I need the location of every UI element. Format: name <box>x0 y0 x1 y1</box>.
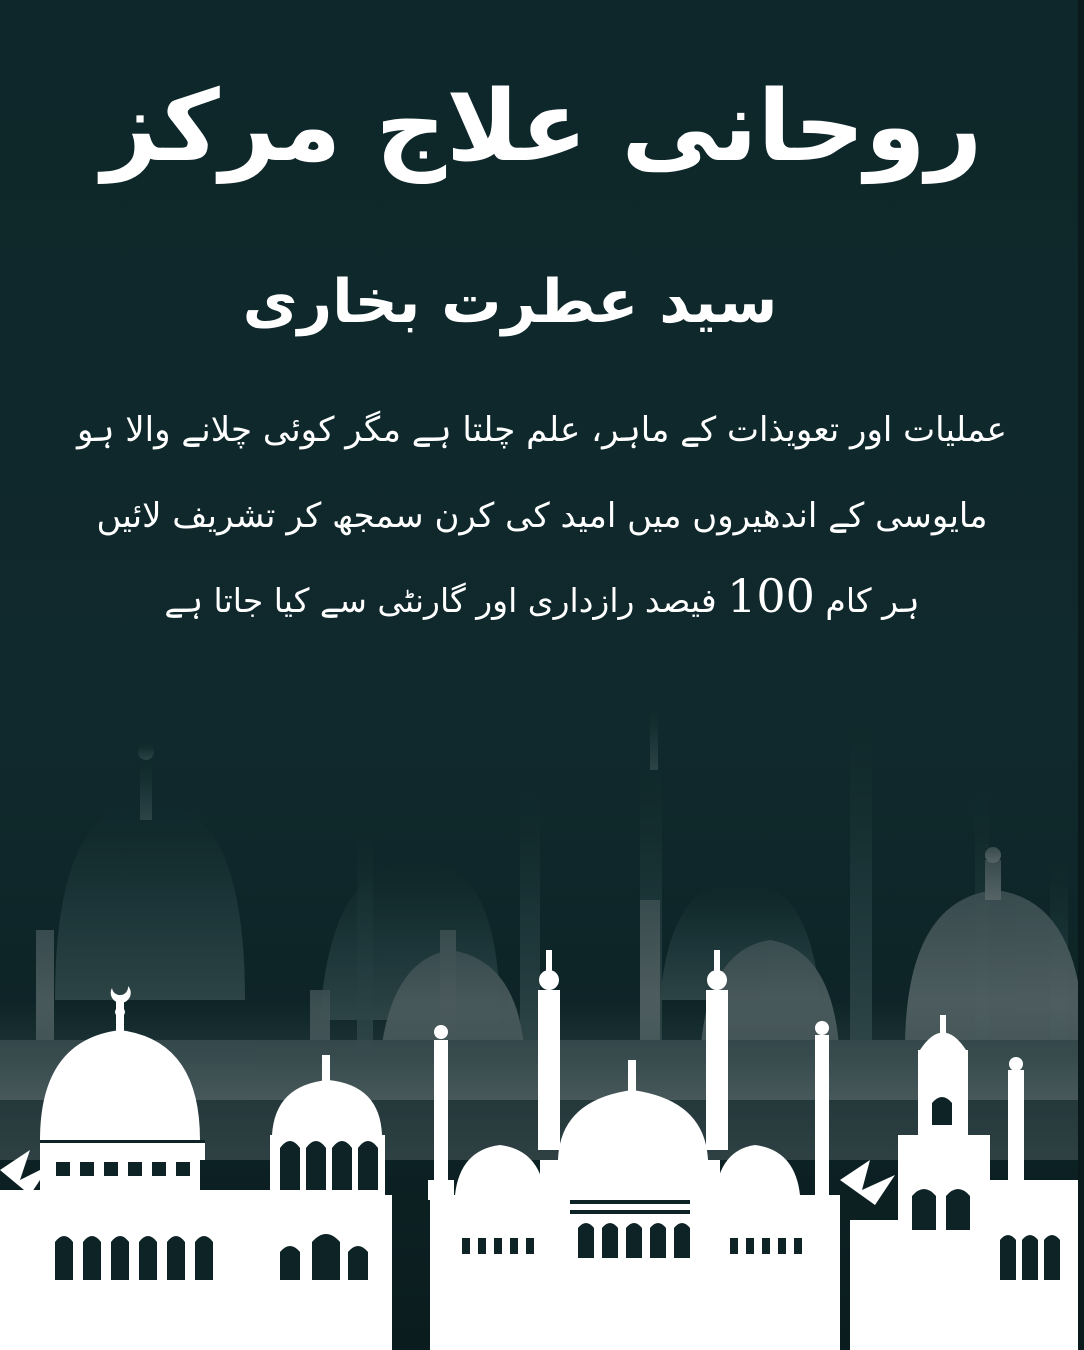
description-line-1: عملیات اور تعویذات کے ماہر، علم چلتا ہے مگر کوئی چلانے والا ہو <box>77 410 1007 450</box>
line3-suffix: فیصد رازداری اور گارنٹی سے کیا جاتا ہے <box>164 581 717 620</box>
description-line-2: مایوسی کے اندھیروں میں امید کی کرن سمجھ کر تشریف لائیں <box>96 496 988 536</box>
line3-prefix: ہر کام <box>825 581 920 620</box>
guarantee-percent: 100 <box>727 569 815 623</box>
person-name: سید عطرت بخاری <box>242 267 778 337</box>
description-line-3 <box>60 566 1024 631</box>
page-title: روحانی علاج مرکز <box>101 70 983 184</box>
right-edge-frame <box>1078 0 1084 1350</box>
